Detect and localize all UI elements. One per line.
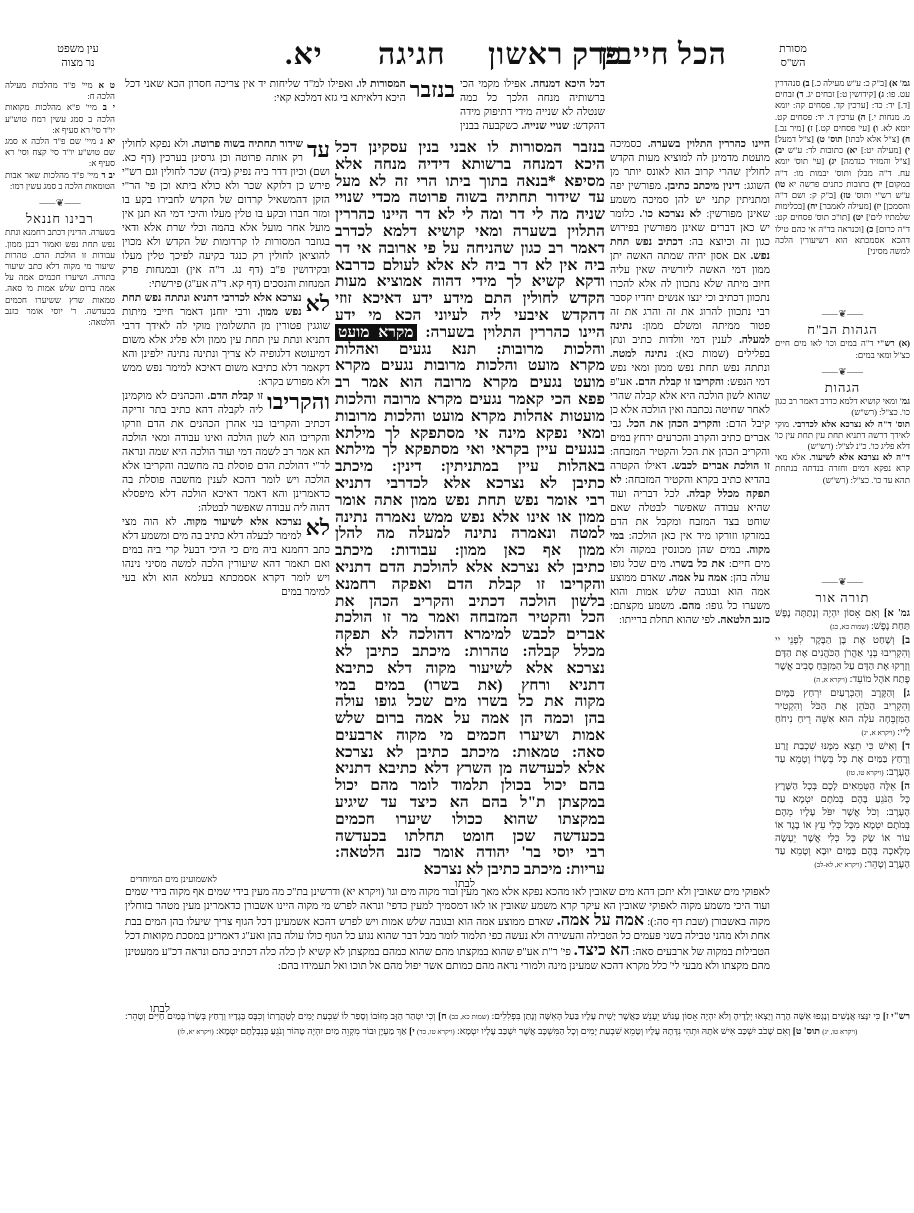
- footer-verse: [447, 1012, 910, 1022]
- gemara-line: [335, 392, 605, 409]
- dibbur-hamatchil: טו): [775, 178, 786, 189]
- footer-verse: [415, 1027, 820, 1037]
- gemara-line: [335, 510, 605, 527]
- gemara-line: [335, 795, 605, 812]
- masoret-hashas: [775, 78, 910, 303]
- dibbur-hamatchil: דכתיב נפש תחת נפש.: [610, 237, 770, 262]
- ornament-divider: ⸺❦⸺: [38, 198, 82, 210]
- entry-text: [עי' תוס' יומא עח. ד"ה מבלן ותוס' יבמות מו: ד"ה במקום]: [775, 156, 910, 189]
- ein-mishpat-list: [5, 80, 115, 192]
- dibbur-hamatchil: ה): [857, 111, 866, 122]
- torah-or-title: תורה אור: [815, 590, 870, 606]
- gemara-line: [335, 476, 605, 493]
- dibbur-hamatchil: (א) רש"י: [877, 338, 910, 349]
- gemara-line: [335, 678, 605, 695]
- dibbur-hamatchil: יח): [807, 201, 818, 212]
- gemara-line-text: היינו כהררין התלוין בשערה:: [425, 323, 605, 341]
- gemara-line: [335, 409, 605, 426]
- entry-text: סנהדרין עט. פו:: [775, 78, 910, 100]
- entry-text: אם אסון יהיה שמתה האשה יתן ממון דמי האשה ליורשיה שאין עליה חיוב מיתה שלא נתכוון לה אלא להכרו נתכוון דכתיב וכי ינצו אנשים יחדיו קסבר רבי נתכוון להרוג את זה והרג את זה פטור ממיתה ומשלם ממון:: [610, 251, 770, 332]
- dibbur-hamatchil: יג): [828, 156, 837, 167]
- gemara-text: [335, 140, 605, 882]
- chapter-number: פרק ראשון: [488, 38, 623, 71]
- masoret-entry: [843, 134, 910, 144]
- hagahot-title: הגהות: [824, 380, 861, 396]
- entry-text: [עי' פסחים קט.]: [815, 122, 870, 133]
- masoret-entry: [775, 123, 813, 133]
- entry-text: [ב"ק כ: ע"ש מעילה כ.]: [811, 78, 887, 88]
- entry-text: [מעילה לאמבר]: [819, 201, 872, 212]
- page-catchword: לבתו: [150, 1003, 170, 1015]
- entry-text: [צ"ל דמעל]: [775, 134, 814, 145]
- entry-text: במים שהן מכונסין במקוה ולא מים חיים:: [610, 545, 770, 570]
- gemara-line-text: במקצתן ת"ל בהם הא כיצד עד שיגיע: [335, 794, 605, 812]
- verse-source: (ויקרא יא, לא-לב): [814, 860, 862, 869]
- gemara-line-text: והקריבו זו קבלת הדם ואפקה רחמנא: [335, 575, 605, 593]
- gemara-line-text: ממון או אינו אלא נפש ממש נאמרה נתינה: [335, 508, 605, 526]
- gemara-line-text: כתיבן לא נצרכא אלא להולכת הדם דתניא: [335, 558, 605, 576]
- entry-text: [בכלימות שלמתיו לים']: [775, 201, 910, 223]
- entry-text: [וכנראה בד"ה אי כהם טילו דהכא אסמכתא הוא דשיעורין הלכה למשה מסיני]: [775, 223, 910, 257]
- gemara-line-text: באהלות עיין במתניתין: דינין: מיכתב: [335, 458, 605, 476]
- gemara-line-text: כתיבן לא נצרכא אלא לכדרבי דתניא: [335, 474, 605, 492]
- tosafot-column: [122, 138, 330, 873]
- entry-text: מים שכל גופו עולה בהן:: [610, 559, 770, 584]
- dibbur-hamatchil: והקריבו זו קבלת הדם.: [635, 377, 724, 388]
- dibbur-hamatchil: ט א: [98, 80, 115, 90]
- dibbur-hamatchil: דכל היכא דמנחה.: [530, 79, 605, 90]
- rashi-entry: [610, 461, 770, 486]
- hagahot-entry: [775, 396, 910, 418]
- gemara-line-text: דאמר רב כגון שהניחה על פי ארובה אי דר: [335, 239, 605, 257]
- dibbur-hamatchil: נתינה למעלה.: [610, 321, 770, 346]
- ornament-divider: ⸺❦⸺: [821, 366, 864, 378]
- entry-text: כתובות כתנים פרשה יא: [788, 178, 870, 189]
- dibbur-hamatchil: את כל בשרו.: [670, 559, 725, 570]
- gemara-line: [335, 543, 605, 560]
- dibbur-hamatchil: שידור תחתיה בשוה פרוטה.: [191, 139, 303, 150]
- verse-source: (שמות כא, כב): [449, 1013, 490, 1021]
- gemara-line: [335, 627, 605, 644]
- gemara-line: [335, 845, 605, 862]
- torah-or-list: [775, 607, 910, 872]
- gemara-line-text: אלא לכעדשה מן השרץ דלא כתיבא דתניא: [335, 760, 605, 778]
- masoret-entry: [810, 78, 910, 88]
- gemara-line-text: פפא הכי קאמר נגעים מקרא מרובה והלכות: [335, 390, 605, 408]
- gemara-line: [335, 426, 605, 443]
- entry-text: זבחים [ד.] יד: כד: [ערכין קד. פסחים קה: יומא מ. מנחות י.]: [775, 89, 910, 122]
- gemara-line: [335, 157, 605, 174]
- entry-text: כלומר יש כאן דברים שאינן מפורשין בפירוש כגון זה וכיוצא בה:: [610, 209, 770, 248]
- torah-or-verse: [775, 740, 910, 780]
- entry-text: לא הוה מצי למימר לבעלה דלא כתיב בה מים ומשמע דלא כתב רחמנא ביה מים כי היכי דבעל קרי ביה במים ואם תאמר דהא שיעורין הלכה למשה מסיני נינהו ויש לומר דקרא אסמכתא בעלמא הוא ולא בעי למימר במים: [122, 517, 330, 598]
- masoret-entry: [813, 123, 878, 133]
- entry-text: כתובות לד: ע"ש: [787, 145, 844, 156]
- highlighted-phrase: מקרא מועט: [335, 324, 417, 341]
- dibbur-hamatchil: גמ' א]: [883, 607, 910, 619]
- label-line: נר מצוה: [61, 57, 95, 69]
- gemara-line: [335, 577, 605, 594]
- gemara-line-text: התלוין בשערה ומאי קושיא דלמא לכדרב: [335, 222, 605, 240]
- gemara-line: [335, 291, 605, 308]
- entry-text: אלא מאי קרא נפקא דמים וחזרה בנדתה בנתחת תהא עד כו'. כצ"ל: (רש"ש): [775, 452, 910, 485]
- entry-text: מיי' פ"א מהלכות מקואות הלכה ב סמג עשין רמח טוש"ע יו"ד סי' רא סעיף א:: [5, 102, 115, 135]
- ein-mishpat-entry: [5, 170, 115, 192]
- rashi-column: [610, 138, 770, 873]
- gemara-line: [335, 728, 605, 745]
- gemara-line: [335, 526, 605, 543]
- dibbur-hamatchil: במי מקוה.: [610, 531, 770, 556]
- entry-text: [צ"ל והמזיד כנדמה]: [841, 156, 910, 167]
- daf-number: יא.: [285, 38, 323, 71]
- gloss-text: ד"ה במים וכו' לאו מים חיים כצ"ל ומאי במים:: [775, 338, 910, 360]
- tosafot-entry: [122, 292, 330, 390]
- footer-verse: [178, 1027, 415, 1037]
- gemara-line-text: שניה מה לי דר ומה לי לא דר היינו כהררין: [335, 206, 605, 224]
- entry-text: כִּי יִנָּצוּ אֲנָשִׁים וְנָגְפוּ אִשָּׁה הָרָה וְיָצְאוּ יְלָדֶיהָ וְלֹא יִהְיֶה אָסוֹן עָנוֹשׁ יֵעָנֵשׁ כַּאֲשֶׁר יָשִׁית עָלָיו בַּעַל הָאִשָּׁה וְנָתַן בִּפְלִלִים:: [491, 1012, 881, 1022]
- masoret-entry: [775, 134, 843, 144]
- masoret-entry: [784, 145, 857, 155]
- entry-text: וְאִם אָסוֹן יִהְיֶה וְנָתַתָּה נֶפֶשׁ תַּחַת נָפֶשׁ:: [775, 607, 910, 632]
- dibbur-hamatchil: לא תפקה מכלל קבלה.: [610, 475, 770, 500]
- entry-text: לפי שהוא תחלת ברייתו:: [618, 615, 716, 626]
- entry-text: ורבי יוחנן דאמר חייבי מיתות שוגגין פטורין מן התשלומין מוקי לה לאידך דרבי דתניא ונתת עין תחת עין ממון ולא פליג אלא משום דמיעוטא דלגופיה לא צריך ונתינה נתינה ילפינן והא דקאמר דלא כתיבא משום דאיכא למימר נפש ממש ולא מפורש בקרא:: [122, 307, 330, 388]
- entry-text: [מיר נב.]: [775, 122, 805, 133]
- gemara-line: [335, 661, 605, 678]
- dibbur-hamatchil: תוס' ד"ה לא נצרכא אלא לכדרבי.: [792, 418, 910, 429]
- hagahot-bach-text: [775, 338, 910, 360]
- entry-text: אֵלֶּה הַטְּמֵאִים לָכֶם בְּכָל הַשָּׁרֶץ כָּל הַנֹּגֵעַ בָּהֶם בְּמֹתָם יִטְמָא עַד הָעָרֶב: וְכֹל אֲשֶׁר יִפֹּל עָלָיו מֵהֶם בְּמֹתָם יִטְמָא מִכָּל כְּלִי עֵץ אוֹ בֶגֶד אוֹ עוֹר אוֹ שָׂק כָּל כְּלִי אֲשֶׁר יֵעָשֶׂה מְלָאכָה בָּהֶם בַּמַּיִם יוּבָא וְטָמֵא עַד הָעֶרֶב וְטָהֵר:: [775, 780, 910, 870]
- gemara-line-text: בלשון הולכה דכתיב והקריב הכהן את: [335, 592, 605, 610]
- ein-mishpat-entry: [5, 80, 115, 102]
- verse-source: (ויקרא טו, יג): [822, 1028, 858, 1036]
- hagahot-list: [775, 396, 910, 571]
- dibbur-hamatchil: זו קבלת הדם.: [207, 391, 264, 402]
- dibbur-hamatchil: דינין מיכתב כתיבן.: [664, 181, 740, 192]
- entry-text: לענין דמי וולדות כתיב ונתן בפלילים (שמות כא):: [610, 335, 770, 360]
- gemara-line: [335, 224, 605, 241]
- gemara-line-text: בכעדשה שכן חומט תחלתו בכעדשה: [335, 827, 605, 845]
- verse-source: (ויקרא יא, לו): [177, 1028, 214, 1036]
- label-line: מסורת: [779, 43, 807, 55]
- ein-mishpat-column: [5, 80, 115, 500]
- entry-text: ונתתה נפש תחת נפש ממון ומאי נפש דמי הנפש:: [610, 363, 770, 388]
- tosafot-text: שאדם ממוצע אמה הוא ובגובה שלש אמות ויש לפרש דהכא אשמעינן דכל הגוף צריך שיעלו בהן המים בבת אחת ולא מהני טבילה בשני פעמים כל הטבילה והעשירה ולא נעשה כפי תלמוד לומר מבל דבר שהוא נגוע כל הגוף כולו עולה בהן ואע"ג דאמרינן במסכת מקואות דכל הטבילות במקוה של ארבעים סאה:: [125, 917, 770, 958]
- dibbur-hamatchil: הא כיצד.: [573, 942, 630, 959]
- dibbur-hamatchil: יב): [775, 145, 785, 156]
- entry-text: וְכִי יִטְהַר הַזָּב מִזּוֹבוֹ וְסָפַר לוֹ שִׁבְעַת יָמִים לְטָהֳרָתוֹ וְכִבֶּס בְּגָדָיו וְרָחַץ בְּשָׂרוֹ בְּמַיִם חַיִּים וְטָהֵר:: [125, 1012, 436, 1022]
- dibbur-hamatchil: י): [904, 145, 910, 156]
- dibbur-hamatchil: אמה על אמה.: [556, 912, 645, 929]
- dibbur-hamatchil: ד"ה לא נצרכא אלא לשיעור.: [809, 452, 910, 463]
- entry-text: משמע מקצתם:: [610, 601, 675, 612]
- gemara-line-text: ביה אין לא דר ביה לא אלא לעולם כדרבא: [335, 256, 605, 274]
- gemara-line: [335, 694, 605, 711]
- gemara-line-text: ודקא קשיא לך מידי דהוה אמוציא מעות: [335, 273, 605, 291]
- entry-text: אפילו מקמי הכי ברשותיה מנחה הלכך כל כמה שנטלה לא שנייה מידי דתיפוק מידה דהקדש:: [460, 79, 605, 132]
- dibbur-hamatchil: כ): [866, 223, 874, 234]
- dibbur-hamatchil: גמ' א): [889, 78, 910, 88]
- gemara-line-text: בהן וכמה הן אמה על אמה ברום שלש: [335, 710, 605, 728]
- masoret-label: [768, 42, 818, 70]
- gemara-line: [335, 190, 605, 207]
- gemara-line-text: אברים לכבש למימרא דהולכה לא תפקה: [335, 626, 605, 644]
- dibbur-hamatchil: כזנב הלטאה.: [717, 615, 770, 626]
- entry-text: שאדם ממוצע אמה הוא ובגובה שלש אמות והוא משערו כל גופו:: [610, 573, 770, 612]
- entry-text: גבי אברים כתיב והקרב והכרעים ירחץ במים והקריב הכהן את הכל והקטיר המזבחה:: [610, 419, 770, 458]
- rashi-entry: [610, 601, 701, 612]
- gemara-line-text: מועט נגעים מקרא מרובה הוא אמר רב: [335, 374, 605, 392]
- gemara-line: [335, 812, 605, 829]
- ornament-divider: ⸺❦⸺: [821, 309, 864, 320]
- gemara-line: [335, 375, 605, 392]
- entry-text: [מעילה יט:]: [861, 145, 902, 156]
- gemara-line: [335, 560, 605, 577]
- dibbur-hamatchil: נצרכא אלא לשיעור מקוה.: [183, 517, 302, 528]
- dibbur-hamatchil: והקריב הכהן את הכל.: [626, 419, 721, 430]
- gemara-line: [335, 358, 605, 375]
- entry-text: מיי' שם פ"ד הלכה א סמג שם טוש"ע יו"ד סי' קצח וסי' רא סעיף א:: [5, 136, 115, 169]
- entry-text: ומאי קושיא דלמא כדרב דאמר רב כגון כו'. כצ"ל: (רש"ש): [775, 396, 910, 418]
- entry-text: דאילו הקטרה בהדיא כתיב בקרא והקטיר המזבחה:: [610, 461, 770, 486]
- dibbur-hamatchil: ג): [878, 89, 885, 100]
- torah-or-verse: [775, 687, 910, 740]
- entry-text: אע"פ שהוא לשון הולכה היא אלא קבלה שהרי לאחר שחיטה נכתבה ואין הולכה אלא כן קיבל הדם:: [610, 377, 770, 430]
- tosafot-heading-word: בנזבר: [409, 78, 455, 102]
- dibbur-hamatchil: ד]: [901, 740, 910, 752]
- dibbur-hamatchil: ב]: [901, 634, 910, 646]
- gemara-line-text: למטה ונאמרה נתינה למעלה מה להלן: [335, 525, 605, 543]
- gemara-line-text: והלכות מרובות: תנא נגעים ואהלות: [335, 340, 605, 358]
- gemara-catchword: לבתו: [455, 878, 475, 890]
- entry-text: [צ"ל אלא לבתו]: [845, 134, 900, 145]
- gemara-line-text: בהם יכול בכולן תלמוד לומר מהם יכול: [335, 777, 605, 795]
- dibbur-hamatchil: ה]: [900, 780, 910, 792]
- rashi-entry: [610, 237, 770, 332]
- heading-word: לא: [305, 291, 330, 316]
- entry-text: מוקי לאידך דרשה דתניא תחת עין תחת עין כו' דלא פליג כו'. כ"נ לצ"ל: (רש"ש): [775, 418, 910, 452]
- dibbur-hamatchil: ג]: [903, 687, 910, 699]
- dibbur-hamatchil: רש"י ז]: [882, 1012, 910, 1022]
- dibbur-hamatchil: תוס' ט): [816, 134, 843, 145]
- verse-source: (ויקרא א, יג): [861, 728, 895, 737]
- tractate-name: חגיגה: [378, 38, 446, 71]
- rashi-top: [460, 78, 605, 136]
- gemara-line: [335, 862, 605, 879]
- dibbur-hamatchil: יב ד: [101, 169, 115, 180]
- gemara-line: [335, 761, 605, 778]
- gemara-line-text: דהקדש איבעי ליה לעיוני הכא מי ידע: [335, 306, 605, 324]
- tosafot-text: לאפוקי מים שאובין ולא יתכן דהא מים שאובין לאו מהכא נפקא אלא מאך מעין ובור מקוה מים וגו' (ויקרא יא) ודרשינן בת"כ מה מעין בידי שמים אף מקוה בידי שמים ועוד היכי משמע מקוה לאפוקי שאובין הא עיקר קרא משמע שאובין או לאו דמסמיך למעין כדפי' ונראה לפרש מי מקוה היינו אשבורן כדאמרינן מעין מטהר בזוחלין מקוה באשבורן (שבת דף סה:):: [125, 887, 770, 928]
- gemara-line-text: רבי יוסי בר' יהודה אומר כזנב הלטאה:: [335, 844, 605, 862]
- tosafot-catchword: לאשמועינן מים המיוחדים: [130, 874, 217, 884]
- dibbur-hamatchil: תוס' ט]: [792, 1027, 820, 1037]
- ein-mishpat-label: [48, 42, 108, 70]
- footer-verses: [125, 1010, 910, 1065]
- gemara-line: [335, 442, 605, 459]
- verse-source: (ויקרא טו, טז): [846, 768, 884, 777]
- gemara-line-text: רבי אומר נפש תחת נפש ממון אתה אומר: [335, 491, 605, 509]
- gemara-line-text: הכל והקטיר המזבחה ואמר מר זו הולכת: [335, 609, 605, 627]
- gemara-line-text: ומאי נפקא מינה אי מסתפקא לך מילתא: [335, 424, 605, 442]
- verse-source: (ויקרא טו, כד): [417, 1028, 455, 1036]
- gemara-line-text: מכלל קבלה: טהרות: מיכתב כתיבן לא: [335, 642, 605, 660]
- entry-text: [קידושין ט:] זבחים יג.: [805, 89, 877, 100]
- dibbur-hamatchil: ח): [902, 134, 910, 145]
- rabbenu-chananel-text: בשערה. הדינין דכתב רחמנא ונתת נפש תחת נפש ואמור רבנן ממון. עבודות זו הולכת הדם. טהרות שיעור מי מקוה דלא כתב שיעור בתורה. ושיערו חכמים אמה על אמה ברום שלש אמות מ' סאה. טמאות שרץ ששיערו חכמים בכעדשה. ר' יוסי אומר כזנב הלטאה:: [5, 227, 115, 328]
- ein-mishpat-entry: [5, 102, 115, 136]
- tosafot-entry: [122, 516, 330, 600]
- masoret-column: [775, 78, 910, 1058]
- entry-text: וְהַקֶּרֶב וְהַכְּרָעַיִם יִרְחַץ בַּמָּיִם וְהִקְרִיב הַכֹּהֵן אֶת הַכֹּל וְהִקְטִיר הַמִּזְבֵּחָה עֹלָה הוּא אִשֵּׁה רֵיחַ נִיחֹחַ לַיי:: [775, 687, 910, 738]
- dibbur-hamatchil: היינו כהררין התלוין בשערה.: [647, 139, 770, 150]
- torah-or-verse: [775, 607, 910, 634]
- dibbur-hamatchil: נתינה למטה.: [610, 349, 668, 360]
- masoret-entry: [817, 201, 881, 211]
- dibbur-hamatchil: מהם.: [679, 601, 701, 612]
- entry-text: וְאִם שָׁכֹב יִשְׁכַּב אִישׁ אֹתָהּ וּתְהִי נִדָּתָהּ עָלָיו וְטָמֵא שִׁבְעַת יָמִים וְכָל הַמִּשְׁכָּב אֲשֶׁר יִשְׁכַּב עָלָיו יִטְמָא:: [457, 1027, 791, 1037]
- tosafot-text: ואפילו למ"ד שליחות יד אין צריכה חסרון הכא שאני דכל היכא דלאיתא בי גזא דמלכא קאי:: [125, 79, 406, 104]
- gemara-line-text: הקדש לחולין התם מידע ידע דאיכא זוזי: [335, 290, 605, 308]
- gemara-line-text: מסיפא *בנאה בתוך ביתו הרי זה לא מעל: [335, 172, 605, 190]
- dibbur-hamatchil: המסורות לו.: [356, 79, 406, 90]
- gemara-line: [335, 459, 605, 476]
- entry-text: מיי' פ"ד מהלכות מעילה הלכה ח:: [5, 80, 115, 102]
- hagahot-bach-title: הגהות הב"ח: [807, 322, 878, 338]
- gemara-line: [335, 140, 605, 157]
- dibbur-hamatchil: ז): [807, 122, 813, 133]
- chapter-name: הכל חייבין: [600, 38, 727, 71]
- masoret-entry: [785, 179, 882, 189]
- torah-or-verse: [775, 634, 910, 687]
- gemara-line-text: אמות ושיערו חכמים מי מקוה ארבעים: [335, 726, 605, 744]
- gemara-line: [335, 829, 605, 846]
- dibbur-hamatchil: שנויי שנייה.: [521, 121, 570, 132]
- gemara-line: [335, 493, 605, 510]
- gemara-line-text: במקצתו שהוא ככולו שיערו חכמים: [335, 810, 605, 828]
- gemara-line-text: היכא דמנחה ברשותא דידיה מנחה אלא: [335, 155, 605, 173]
- entry-text: מיי' פ"ד מהלכות שאר אבות הטומאות הלכה ב סמג עשין רמו:: [5, 169, 115, 191]
- dibbur-hamatchil: י ב: [102, 102, 115, 113]
- entry-text: ערכין ד. יד: פסחים קט. יומא לא.: [775, 111, 910, 133]
- dibbur-hamatchil: יד): [872, 178, 883, 189]
- dibbur-hamatchil: ו): [872, 122, 879, 133]
- heading-word: לא: [305, 515, 330, 540]
- rashi-entry: [619, 615, 770, 626]
- gemara-line: [335, 274, 605, 291]
- rabbenu-chananel-title: רבינו חננאל: [26, 211, 94, 227]
- ornament-divider: ⸺❦⸺: [821, 577, 864, 589]
- entry-text: מפורשין יפה ומתניתין קתני יש להן סמיכה משמע שאינן מפורשין:: [610, 181, 770, 220]
- gemara-line-text: ממון אף כאן ממון: עבודות: מיכתב: [335, 542, 605, 560]
- dibbur-hamatchil: זו הולכת אברים לכבש.: [671, 461, 770, 472]
- dibbur-hamatchil: יא ג: [100, 136, 115, 147]
- gemara-line: [335, 745, 605, 762]
- gemara-line-text: מקרא מועט והלכות מרובות נגעים מקרא: [335, 357, 605, 375]
- gemara-line: [335, 711, 605, 728]
- gemara-line-text: עריות: מיכתב כתיבן לא נצרכא: [423, 861, 605, 879]
- masoret-entry: [804, 89, 885, 99]
- tosafot-entry: [122, 138, 330, 292]
- label-line: הש"ס: [780, 57, 806, 69]
- dibbur-hamatchil: אמה על אמה.: [668, 573, 728, 584]
- gemara-line: [335, 594, 605, 611]
- masoret-entry: [857, 145, 910, 155]
- gemara-line: [335, 325, 605, 342]
- label-line: עין משפט: [57, 43, 99, 55]
- entry-text: וְאִישׁ כִּי תֵצֵא מִמֶּנּוּ שִׁכְבַת זָרַע וְרָחַץ בַּמַּיִם אֶת כָּל בְּשָׂרוֹ וְטָמֵא עַד הָעָרֶב:: [775, 740, 910, 778]
- entry-text: וְשָׁחַט אֶת בֶּן הַבָּקָר לִפְנֵי יי וְהִקְרִיבוּ בְּנֵי אַהֲרֹן הַכֹּהֲנִים אֶת הַדָּם וְזָרְקוּ אֶת הַדָּם עַל הַמִּזְבֵּחַ סָבִיב אֲשֶׁר פֶּתַח אֹהֶל מוֹעֵד:: [775, 634, 910, 685]
- dibbur-hamatchil: גמ': [899, 396, 910, 407]
- gemara-line: [335, 258, 605, 275]
- gemara-line-text: עד שידור תחתיה בשוה פרוטה מכדי שנויי: [335, 189, 605, 207]
- gemara-line: [335, 778, 605, 795]
- gemara-line: [335, 308, 605, 325]
- verse-source: (ויקרא א, ה): [813, 675, 848, 684]
- gemara-line-text: מועטות אהלות מקרא מועט והלכות מרובות: [335, 407, 605, 425]
- gemara-line-text: בנגעים עיין בקראי ואי מסתפקא לך מילתא: [335, 441, 605, 459]
- gemara-line: [335, 174, 605, 191]
- gemara-line: [335, 207, 605, 224]
- hagahot-entry: [775, 419, 910, 453]
- tosafot-entry: [122, 390, 330, 516]
- dibbur-hamatchil: ב): [802, 78, 810, 88]
- gemara-line: [335, 610, 605, 627]
- entry-text: והכהנים לא מוקמינן ליה לקבלה דהא כתיב בתר זריקה דכתיב והקריבו בני אהרן הכהנים את הדם וזרקו והקריבו הוא לשון הולכה ואינו עבודה ומאי הולכה הא אמר רב לשמה דמי ועוד הולכה היא שמה ונראה לר"י דהולכת הדם פוסלת בה מחשבה והקריבו אלא הולכה ויש לומר דהכא לענין מחשבה פוסלת בה כדאמרינן והא דאמר דאיכא הולכה דלא מיפסלא דהוה ליה עבודה שאפשר לבטלה:: [122, 391, 330, 514]
- dibbur-hamatchil: ח]: [438, 1012, 447, 1022]
- verse-source: (שמות כא, כג): [830, 622, 869, 631]
- tosafot-text: פי' ר"ת אע"פ שהוא במקצתו מהם שהוא כמהם במקצתן לא קשיא לן כלה כלה דכתיב כהם ונראה דכ"ע ממעטינן מהם מקצתו ולא מבעי לי' כלל מקרא דהכא שמעינן מינה ולמורי נראה מהם כמותם אשר יפול מהם אל תוכו ואל תעמידו בהם:: [125, 947, 770, 972]
- entry-text: [ב"ק ק: ושם ד"ה והסמכן]: [775, 190, 910, 212]
- dibbur-hamatchil: יט): [852, 212, 864, 223]
- entry-text: ולא נפקא לחולין רק אותה פרוטה וכן גרסינן בערכין (דף כא. ושם) וכיון דדר ביה נפיק (ביה) שכר לחולין וגם רש"י פירש כן דלוקא שכר ולא כולא ביתא וכן פי' הר"י הזקן דהמשאיל קרדום של הקדש לחבירו בקע בו ומזר חברו ובקע בו טלין מעלו והיכי דמי הא תנן אין מועל אחר מועל אלא בהמה וכלי שרת אלא ודאי בגוזבר המסורות לו קרדומות של הקדש ולא מכוין להוציאן לחולין רק כנגד בקיעה לפיכך טלין מעלו ובקידושין פ"ב (דף נג. ד"ה אין) ובמנחות פרק המנחות והנסכים (דף קא. ד"ה אע"ג) פירשתי:: [122, 139, 330, 290]
- dibbur-hamatchil: טז): [840, 190, 851, 201]
- gemara-line: [335, 342, 605, 359]
- gemara-line-text: סאה: טמאות: מיכתב כתיבן לא נצרכא: [335, 743, 605, 761]
- gemara-line: [335, 644, 605, 661]
- heading-word: והקריבו: [267, 389, 330, 414]
- entry-text: ע"ש רש"י ותוס': [854, 190, 910, 201]
- gemara-line-text: דתניא ורחץ (את בשרו) במים במי: [335, 676, 605, 694]
- entry-text: [תו"כ תוס' פסחים קט: ד"ה כרום]: [775, 212, 910, 234]
- dibbur-hamatchil: יא): [846, 145, 858, 156]
- dibbur-hamatchil: לא נצרכא כו'.: [639, 209, 702, 220]
- dibbur-hamatchil: יז): [873, 201, 882, 212]
- tosafot-top: [125, 78, 455, 136]
- dibbur-hamatchil: נצרכא אלא לכדרבי דתניא ונתתה נפש תחת נפש ממון.: [122, 293, 302, 318]
- entry-text: כשקבעה בבנין: [460, 121, 519, 132]
- entry-text: אַךְ מַעְיָן וּבוֹר מִקְוֵה מַיִם יִהְיֶה טָהוֹר וְנֹגֵעַ בְּנִבְלָתָם יִטְמָא:: [216, 1027, 407, 1037]
- gemara-line: [335, 241, 605, 258]
- gemara-line-text: נצרכא אלא לשיעור מקוה דלא כתיבא: [335, 659, 605, 677]
- dibbur-hamatchil: י]: [409, 1027, 415, 1037]
- gemara-line-text: בנזבר המסורות לו אבני בנין עסקינן דכל: [335, 140, 605, 156]
- entry-text: כסמיכה מועטת מדמינן לה למוציא מעות הקדש לחולין שהרי קרוב הוא לאונס יותר מן השוגג:: [610, 139, 770, 192]
- entry-text: לכל דבריה ועוד שהיא עבודה שאפשר לבטלה שאם שוחט בצד המזבח ומקבל את הדם במזרקו וזורקו מיד אין כאן הולכה:: [610, 489, 770, 542]
- heading-word: עד: [306, 138, 330, 162]
- gemara-line-text: מקוה את כל בשרו מים שכל גופו עולה: [335, 693, 605, 711]
- dibbur-hamatchil: ד): [796, 89, 804, 100]
- tosafot-continuation: [125, 886, 770, 1000]
- ein-mishpat-entry: [5, 136, 115, 170]
- hagahot-entry: [775, 452, 910, 486]
- torah-or-verse: [775, 780, 910, 872]
